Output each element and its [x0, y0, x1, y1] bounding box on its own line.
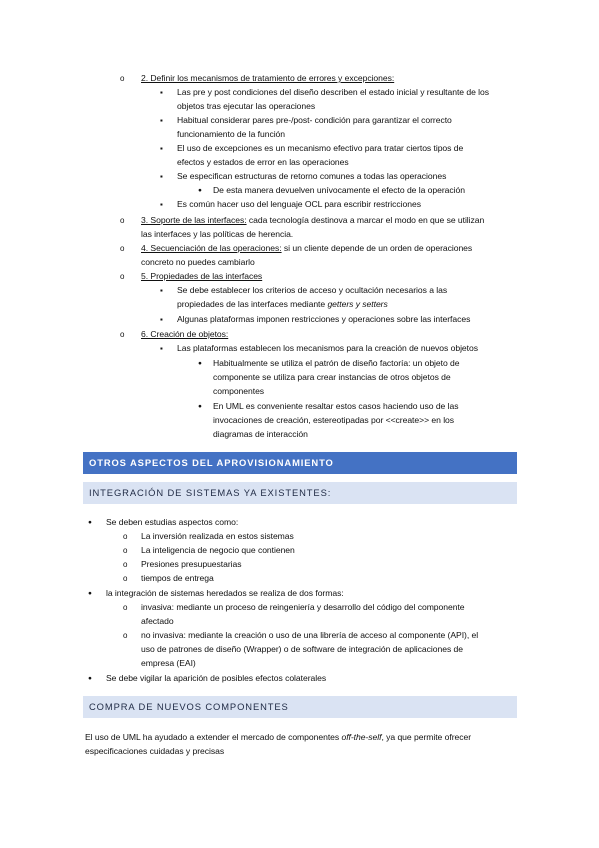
item-6-subsub-text: En UML es conveniente resaltar estos casos haciendo uso de las	[213, 401, 459, 411]
outline-bullet: o	[120, 74, 125, 83]
square-bullet: ▪	[160, 116, 163, 125]
square-bullet: ▪	[160, 344, 163, 353]
dot-bullet: ●	[198, 403, 202, 410]
outline-bullet: o	[120, 216, 125, 225]
outline-bullet: o	[123, 546, 128, 555]
purchase-text-start: El uso de UML ha ayudado a extender el mercado de componentes	[85, 732, 342, 742]
square-bullet: ▪	[160, 88, 163, 97]
item-2-heading: 2. Definir los mecanismos de tratamiento de errores y excepciones:	[141, 73, 395, 83]
purchase-paragraph-line	[85, 731, 471, 744]
dot-bullet: ●	[88, 590, 92, 597]
item-5-sub-text: Se debe establecer los criterios de acceso y ocultación necesarios a las	[177, 285, 448, 295]
item-6-subsub-text: componente se utiliza para crear instancias de otros objetos de	[213, 372, 451, 382]
item-3-line-2: las interfaces y las políticas de herencia.	[141, 229, 294, 239]
square-bullet: ▪	[160, 172, 163, 181]
item-4-line-2: concreto no puedes cambiarlo	[141, 257, 255, 267]
dot-bullet: ●	[88, 519, 92, 526]
item-6-sub-text: Las plataformas establecen los mecanismos para la creación de nuevos objetos	[177, 343, 478, 353]
square-bullet: ▪	[160, 144, 163, 153]
item-2-sub-text: funcionamiento de la función	[177, 129, 286, 139]
dot-bullet: ●	[88, 675, 92, 682]
outline-bullet: o	[120, 244, 125, 253]
section-heading-bar	[83, 452, 517, 474]
square-bullet: ▪	[160, 200, 163, 209]
item-3-rest: cada tecnología destinova a marcar el modo en que se utilizan	[246, 215, 485, 225]
item-5-sub-text	[177, 298, 388, 311]
item-3-heading: 3. Soporte de las interfaces:	[141, 215, 247, 225]
item-4-rest: si un cliente depende de un orden de operaciones	[281, 243, 473, 253]
integration-sub-text: invasiva: mediante un proceso de reingeniería y desarrollo del código del componente	[141, 602, 465, 612]
item-5-sub-text-start: propiedades de las interfaces mediante	[177, 299, 328, 309]
outline-bullet: o	[120, 330, 125, 339]
integration-sub-text: uso de patrones de diseño (Wrapper) o de software de integración de aplicaciones de	[141, 644, 463, 654]
purchase-text-end: , ya que permite ofrecer	[381, 732, 472, 742]
item-4-text	[141, 242, 472, 255]
item-2-sub-text: Habitual considerar pares pre-/post- condición para garantizar el correcto	[177, 115, 452, 125]
outline-bullet: o	[120, 272, 125, 281]
item-6-subsub-text: componentes	[213, 386, 265, 396]
item-2-sub-text: Las pre y post condiciones del diseño describen el estado inicial y resultante de los	[177, 87, 489, 97]
item-4-heading: 4. Secuenciación de las operaciones:	[141, 243, 282, 253]
integration-sub-text: La inteligencia de negocio que contienen	[141, 545, 295, 555]
item-2-sub-text: Es común hacer uso del lenguaje OCL para escribir restricciones	[177, 199, 421, 209]
item-6-heading: 6. Creación de objetos:	[141, 329, 229, 339]
outline-bullet: o	[123, 631, 128, 640]
item-2-sub-text: El uso de excepciones es un mecanismo efectivo para tratar ciertos tipos de	[177, 143, 464, 153]
square-bullet: ▪	[160, 286, 163, 295]
item-2-sub-text: efectos y estados de error en las operaciones	[177, 157, 349, 167]
section-heading: OTROS ASPECTOS DEL APROVISIONAMIENTO	[89, 457, 334, 468]
item-3-text	[141, 214, 484, 227]
integration-sub-text: afectado	[141, 616, 174, 626]
dot-bullet: ●	[198, 360, 202, 367]
dot-bullet: ●	[198, 187, 202, 194]
purchase-paragraph-line: especificaciones cuidadas y precisas	[85, 746, 225, 756]
purchase-off-the-self: off-the-self	[341, 732, 382, 742]
outline-bullet: o	[123, 532, 128, 541]
integration-sub-text: no invasiva: mediante la creación o uso de una librería de acceso al componente (API), el	[141, 630, 479, 640]
item-2-sub-text: objetos tras ejecutar las operaciones	[177, 101, 316, 111]
item-6-subsub-text: Habitualmente se utiliza el patrón de diseño factoría: un objeto de	[213, 358, 460, 368]
integration-sub-text: La inversión realizada en estos sistemas	[141, 531, 294, 541]
integration-bullet-text: la integración de sistemas heredados se realiza de dos formas:	[106, 588, 344, 598]
outline-bullet: o	[123, 560, 128, 569]
outline-bullet: o	[123, 574, 128, 583]
square-bullet: ▪	[160, 315, 163, 324]
item-2-sub-text: Se especifican estructuras de retorno comunes a todas las operaciones	[177, 171, 447, 181]
outline-bullet: o	[123, 603, 128, 612]
item-2-subsub-text: De esta manera devuelven unívocamente el efecto de la operación	[213, 185, 465, 195]
subsection-heading-bar	[83, 696, 517, 718]
subsection-heading: COMPRA DE NUEVOS COMPONENTES	[89, 701, 289, 712]
subsection-heading: INTEGRACIÓN DE SISTEMAS YA EXISTENTES:	[89, 487, 332, 498]
integration-sub-text: Presiones presupuestarias	[141, 559, 242, 569]
item-5-sub-text: Algunas plataformas imponen restricciones y operaciones sobre las interfaces	[177, 314, 471, 324]
item-6-subsub-text: invocaciones de creación, estereotipadas por <<create>> en los	[213, 415, 455, 425]
integration-sub-text: tiempos de entrega	[141, 573, 214, 583]
item-5-getters-setters: getters y setters	[327, 299, 388, 309]
integration-bullet-text: Se debe vigilar la aparición de posibles efectos colaterales	[106, 673, 327, 683]
subsection-heading-bar	[83, 482, 517, 504]
item-6-subsub-text: diagramas de interacción	[213, 429, 308, 439]
integration-sub-text: empresa (EAI)	[141, 658, 196, 668]
item-5-heading: 5. Propiedades de las interfaces	[141, 271, 263, 281]
integration-bullet-text: Se deben estudias aspectos como:	[106, 517, 239, 527]
